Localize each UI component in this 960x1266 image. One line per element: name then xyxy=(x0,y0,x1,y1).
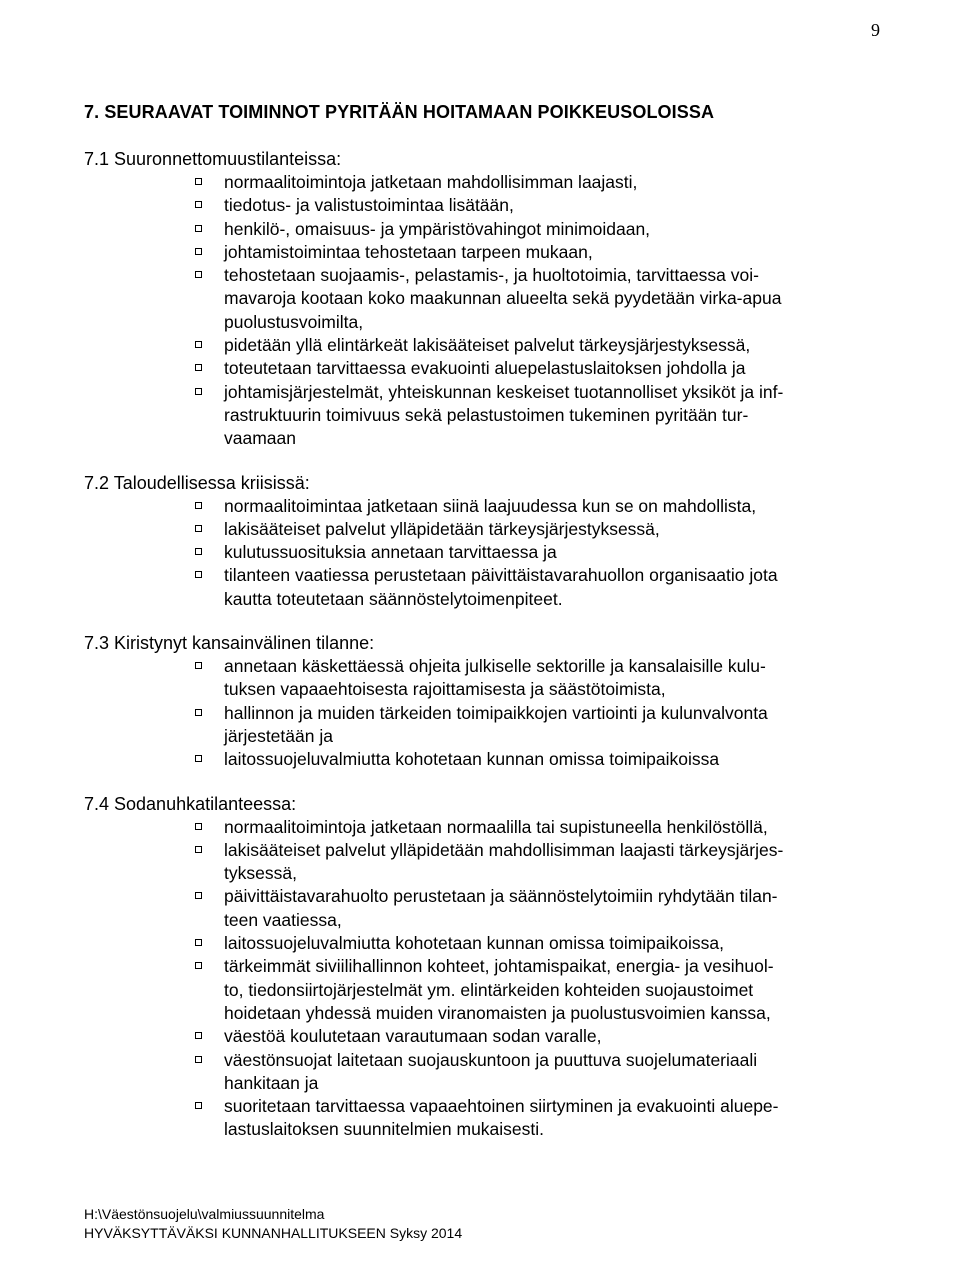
bullet-list xyxy=(84,655,884,771)
list-item xyxy=(84,495,884,518)
list-item-text: pidetään yllä elintärkeät lakisääteiset palvelut tärkeysjärjestyksessä, xyxy=(224,335,751,356)
list-item xyxy=(84,1025,884,1048)
list-item-text: normaalitoimintaa jatketaan siinä laajuudessa kun se on mahdollista, xyxy=(224,495,757,516)
list-item-text: päivittäistavarahuolto perustetaan ja säännöstelytoimiin ryhdytään tilan- teen vaatiessa, xyxy=(224,886,778,930)
list-item-text: hallinnon ja muiden tärkeiden toimipaikkojen vartiointi ja kulunvalvonta järjestetään ja xyxy=(224,702,768,746)
list-item xyxy=(84,564,884,611)
checkbox-bullet-icon xyxy=(195,548,202,555)
list-item-text: tärkeimmät siviilihallinnon kohteet, johtamispaikat, energia- ja vesihuol- to, tiedonsiirtojärjestelmät ym. elintärkeiden kohteiden suojaustoimet hoidetaan yhdessä muiden viranomaisten ja puolustusvoimien kanssa, xyxy=(224,956,774,1023)
list-item-text: laitossuojeluvalmiutta kohotetaan kunnan omissa toimipaikoissa, xyxy=(224,933,724,954)
list-item-text: väestöä koulutetaan varautumaan sodan varalle, xyxy=(224,1026,602,1047)
checkbox-bullet-icon xyxy=(195,755,202,762)
bullet-list xyxy=(84,816,884,1142)
list-item xyxy=(84,1049,884,1096)
list-item xyxy=(84,748,884,771)
checkbox-bullet-icon xyxy=(195,571,202,578)
checkbox-bullet-icon xyxy=(195,892,202,899)
list-item xyxy=(84,518,884,541)
checkbox-bullet-icon xyxy=(195,846,202,853)
list-item xyxy=(84,655,884,702)
checkbox-bullet-icon xyxy=(195,709,202,716)
checkbox-bullet-icon xyxy=(195,248,202,255)
list-item xyxy=(84,381,884,451)
footer-file-path: H:\Väestönsuojelu\valmiussuunnitelma xyxy=(84,1206,325,1222)
list-item-text: kulutussuosituksia annetaan tarvittaessa ja xyxy=(224,542,557,563)
checkbox-bullet-icon xyxy=(195,1056,202,1063)
checkbox-bullet-icon xyxy=(195,1032,202,1039)
page-footer xyxy=(84,1205,462,1243)
list-item xyxy=(84,702,884,749)
list-item xyxy=(84,264,884,334)
list-item xyxy=(84,816,884,839)
section-heading: 7.3 Kiristynyt kansainvälinen tilanne: xyxy=(84,633,375,654)
list-item-text: suoritetaan tarvittaessa vapaaehtoinen siirtyminen ja evakuointi aluepe- lastuslaitoksen suunnitelmien mukaisesti. xyxy=(224,1096,779,1140)
checkbox-bullet-icon xyxy=(195,364,202,371)
checkbox-bullet-icon xyxy=(195,662,202,669)
list-item xyxy=(84,171,884,194)
list-item-text: laitossuojeluvalmiutta kohotetaan kunnan omissa toimipaikoissa xyxy=(224,749,720,770)
list-item-text: tiedotus- ja valistustoimintaa lisätään, xyxy=(224,195,514,216)
checkbox-bullet-icon xyxy=(195,939,202,946)
list-item-text: henkilö-, omaisuus- ja ympäristövahingot minimoidaan, xyxy=(224,218,651,239)
list-item-text: lakisääteiset palvelut ylläpidetään tärkeysjärjestyksessä, xyxy=(224,518,660,539)
list-item-text: tilanteen vaatiessa perustetaan päivittäistavarahuollon organisaatio jota kautta toteutetaan säännöstelytoimenpiteet. xyxy=(224,565,778,609)
list-item xyxy=(84,218,884,241)
checkbox-bullet-icon xyxy=(195,225,202,232)
section-2 xyxy=(84,472,884,611)
page-number: 9 xyxy=(871,20,880,40)
list-item xyxy=(84,885,884,932)
checkbox-bullet-icon xyxy=(195,341,202,348)
bullet-list xyxy=(84,171,884,451)
list-item xyxy=(84,932,884,955)
list-item-text: normaalitoimintoja jatketaan mahdollisimman laajasti, xyxy=(224,172,638,192)
list-item xyxy=(84,357,884,380)
list-item xyxy=(84,194,884,217)
section-heading: 7.2 Taloudellisessa kriisissä: xyxy=(84,472,310,493)
list-item-text: annetaan käskettäessä ohjeita julkiselle sektorille ja kansalaisille kulu- tuksen vapaaehtoisesta rajoittamisesta ja säästötoimista, xyxy=(224,656,766,700)
section-4 xyxy=(84,793,884,1142)
list-item xyxy=(84,541,884,564)
list-item xyxy=(84,955,884,1025)
checkbox-bullet-icon xyxy=(195,201,202,208)
footer-approval-note: HYVÄKSYTTÄVÄKSI KUNNANHALLITUKSEEN Syksy 2014 xyxy=(84,1225,463,1241)
bullet-list xyxy=(84,495,884,611)
list-item-text: johtamistoimintaa tehostetaan tarpeen mukaan, xyxy=(224,241,593,262)
document-body xyxy=(84,148,884,1142)
checkbox-bullet-icon xyxy=(195,962,202,969)
checkbox-bullet-icon xyxy=(195,178,202,185)
checkbox-bullet-icon xyxy=(195,388,202,395)
list-item-text: lakisääteiset palvelut ylläpidetään mahdollisimman laajasti tärkeysjärjes- tyksessä, xyxy=(224,839,784,884)
list-item-text: johtamisjärjestelmät, yhteiskunnan keskeiset tuotannolliset yksiköt ja inf- rastruktuurin toimivuus sekä pelastustoimen tukeminen pyritään tur- vaamaan xyxy=(224,381,784,449)
list-item xyxy=(84,1095,884,1142)
checkbox-bullet-icon xyxy=(195,525,202,532)
chapter-title: 7. SEURAAVAT TOIMINNOT PYRITÄÄN HOITAMAAN POIKKEUSOLOISSA xyxy=(84,102,715,122)
list-item-text: normaalitoimintoja jatketaan normaalilla tai supistuneella henkilöstöllä, xyxy=(224,816,768,837)
list-item-text: tehostetaan suojaamis-, pelastamis-, ja huoltotoimia, tarvittaessa voi- mavaroja kootaan koko maakunnan alueelta sekä pyydetään virka-apua puolustusvoimilta, xyxy=(224,265,782,332)
checkbox-bullet-icon xyxy=(195,823,202,830)
section-3 xyxy=(84,632,884,771)
list-item-text: toteutetaan tarvittaessa evakuointi aluepelastuslaitoksen johdolla ja xyxy=(224,358,746,379)
list-item xyxy=(84,334,884,357)
section-1 xyxy=(84,148,884,451)
list-item xyxy=(84,839,884,886)
list-item xyxy=(84,241,884,264)
section-heading: 7.4 Sodanuhkatilanteessa: xyxy=(84,793,297,814)
checkbox-bullet-icon xyxy=(195,271,202,278)
list-item-text: väestönsuojat laitetaan suojauskuntoon ja puuttuva suojelumateriaali hankitaan ja xyxy=(224,1049,758,1093)
section-heading: 7.1 Suuronnettomuustilanteissa: xyxy=(84,149,342,169)
checkbox-bullet-icon xyxy=(195,1102,202,1109)
checkbox-bullet-icon xyxy=(195,502,202,509)
